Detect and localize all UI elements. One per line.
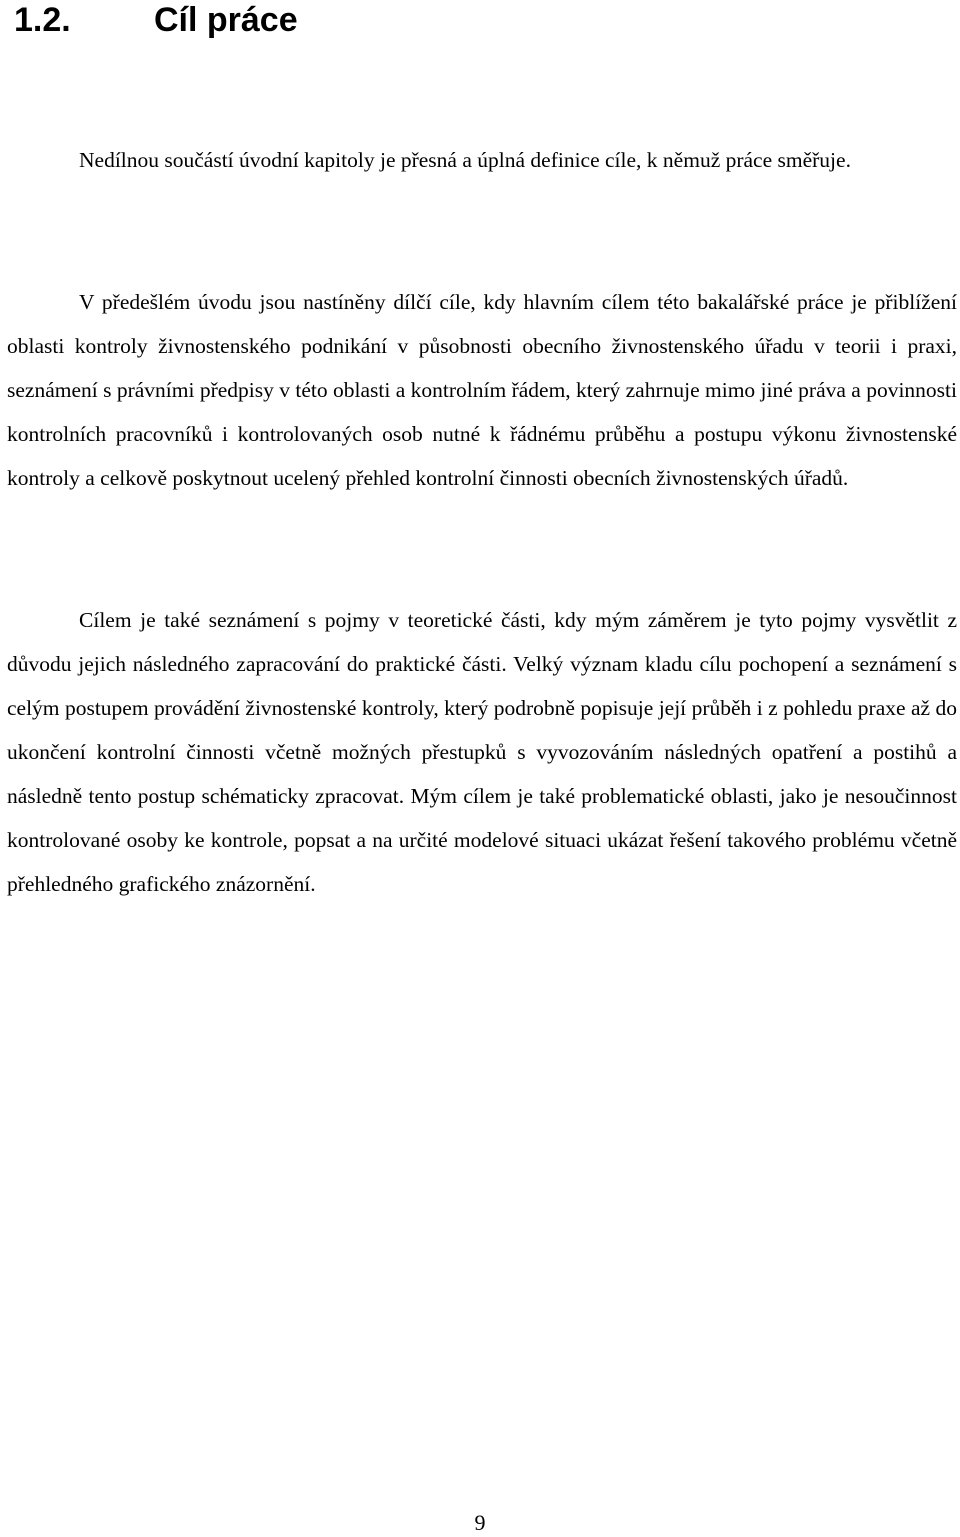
paragraph-aims-detail: Cílem je také seznámení s pojmy v teoretické části, kdy mým záměrem je tyto pojmy vysvětlit z důvodu jejich následného zapracování do praktické části. Velký význam kladu cílu pochopení a seznámení s celým postupem provádění živnostenské kontroly, který podrobně popisuje její průběh i z pohledu praxe až do ukončení kontrolní činnosti včetně možných přestupků s vyvozováním následných opatření a postihů a následně tento postup schématicky zpracovat. Mým cílem je také problematické oblasti, jako je nesoučinnost kontrolované osoby ke kontrole, popsat a na určité modelové situaci ukázat řešení takového problému včetně přehledného grafického znázornění.: [7, 608, 957, 896]
paragraph-intro: Nedílnou součástí úvodní kapitoly je přesná a úplná definice cíle, k němuž práce směřuje.: [79, 148, 851, 172]
page-number: 9: [474, 1510, 486, 1535]
section-number: 1.2.: [14, 1, 71, 39]
paragraph-goals: V předešlém úvodu jsou nastíněny dílčí cíle, kdy hlavním cílem této bakalářské práce je přiblížení oblasti kontroly živnostenského podnikání v působnosti obecního živnostenského úřadu v teorii i praxi, seznámení s právními předpisy v této oblasti a kontrolním řádem, který zahrnuje mimo jiné práva a povinnosti kontrolních pracovníků i kontrolovaných osob nutné k řádnému průběhu a postupu výkonu živnostenské kontroly a celkově poskytnout ucelený přehled kontrolní činnosti obecních živnostenských úřadů.: [7, 290, 957, 490]
section-heading: [14, 0, 298, 40]
section-title: Cíl práce: [154, 1, 298, 39]
